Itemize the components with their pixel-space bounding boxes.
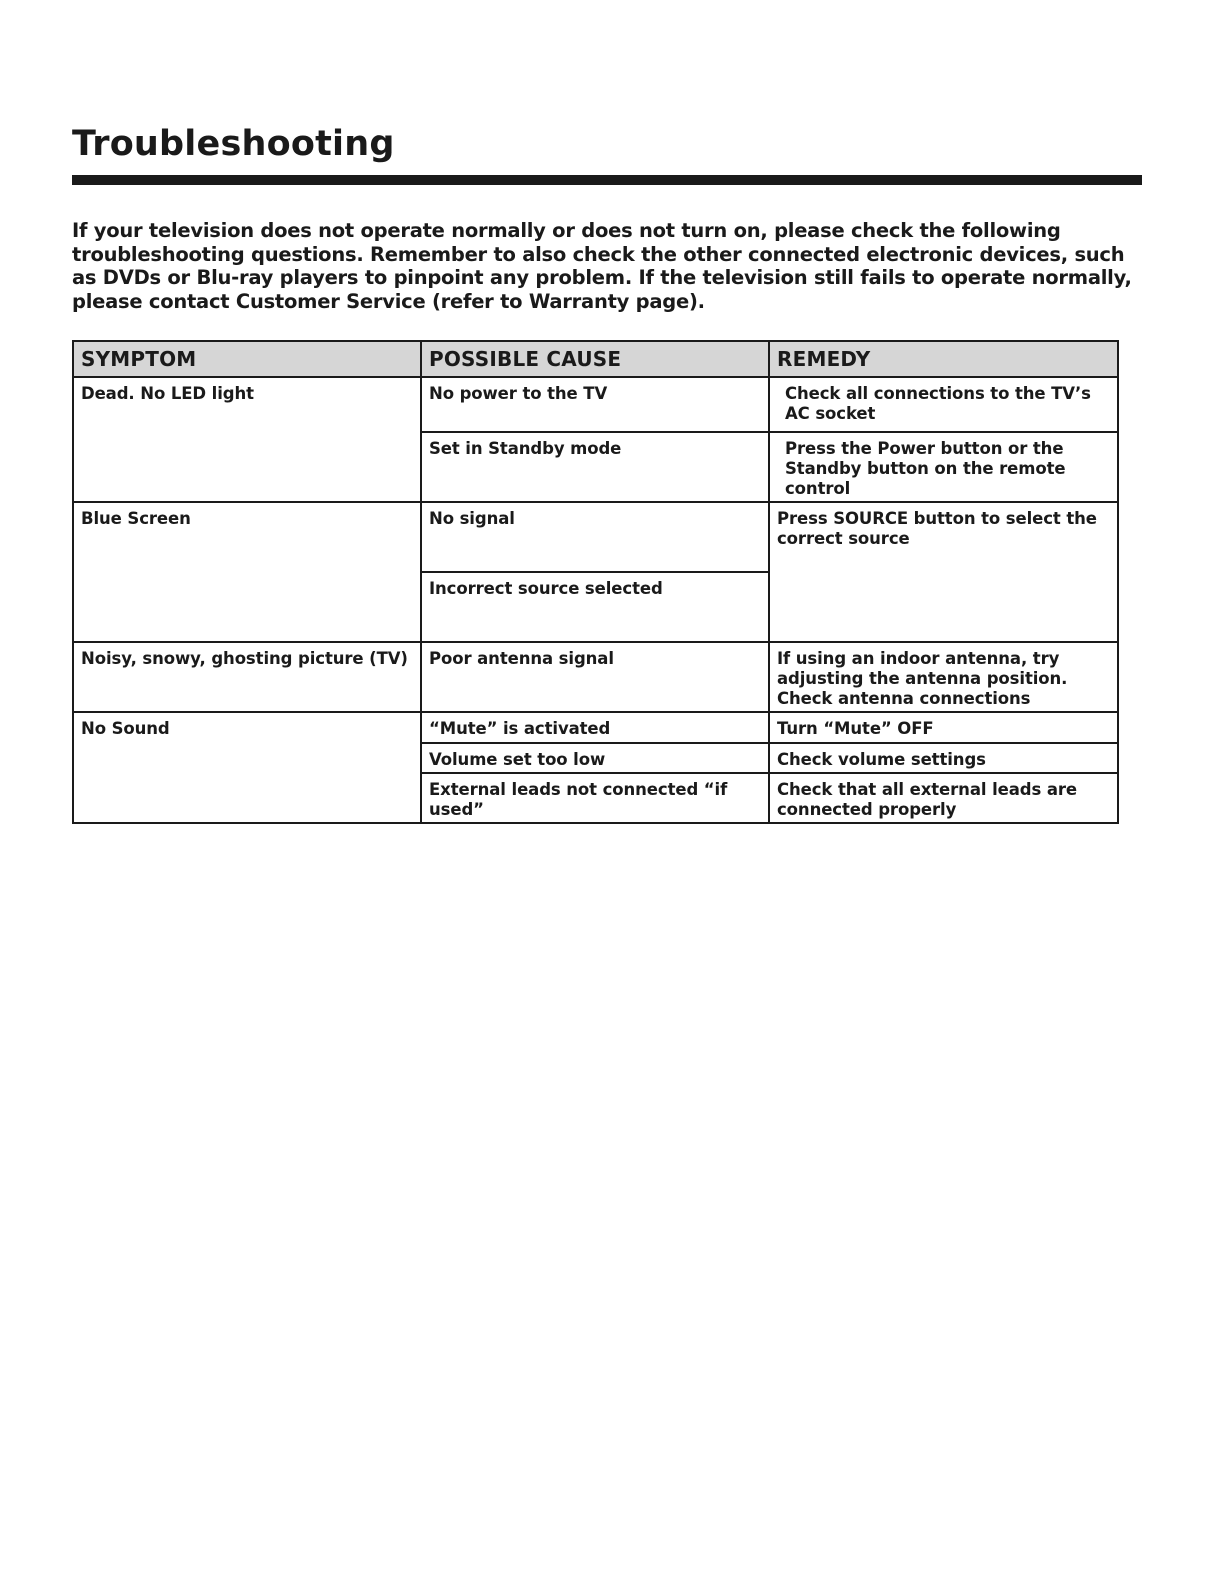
troubleshooting-table (72, 340, 1119, 824)
page-title: Troubleshooting (72, 124, 395, 164)
remedy-cell: Check that all external leads are connected properly (769, 773, 1118, 823)
remedy-cell: If using an indoor antenna, try adjusting the antenna position. Check antenna connections (769, 642, 1118, 712)
symptom-cell: Dead. No LED light (73, 377, 421, 502)
remedy-cell: Press SOURCE button to select the correct source (769, 502, 1118, 642)
cause-cell: “Mute” is activated (421, 712, 769, 743)
remedy-cell: Check volume settings (769, 743, 1118, 773)
remedy-cell: Turn “Mute” OFF (769, 712, 1118, 743)
cause-cell: External leads not connected “if used” (421, 773, 769, 823)
title-divider (72, 175, 1142, 185)
intro-paragraph: If your television does not operate normally or does not turn on, please check the following troubleshooting questions. Remember to also check the other connected electronic devices, such as DVDs or Blu-ray players to pinpoint any problem. If the television still fails to operate normally, please contact Customer Service (refer to Warranty page). (72, 219, 1132, 314)
symptom-cell: Blue Screen (73, 502, 421, 642)
table-row (73, 642, 1118, 712)
table-row (73, 712, 1118, 743)
cause-cell: No power to the TV (421, 377, 769, 432)
cause-cell: Poor antenna signal (421, 642, 769, 712)
table-header-row (73, 341, 1118, 377)
header-remedy: REMEDY (769, 341, 1118, 377)
table-row (73, 502, 1118, 572)
remedy-cell: Check all connections to the TV’s AC socket (769, 377, 1118, 432)
cause-cell: Incorrect source selected (421, 572, 769, 642)
cause-cell: Volume set too low (421, 743, 769, 773)
cause-cell: No signal (421, 502, 769, 572)
header-possible-cause: POSSIBLE CAUSE (421, 341, 769, 377)
cause-cell: Set in Standby mode (421, 432, 769, 502)
symptom-cell: No Sound (73, 712, 421, 823)
table-row (73, 377, 1118, 432)
remedy-cell: Press the Power button or the Standby button on the remote control (769, 432, 1118, 502)
symptom-cell: Noisy, snowy, ghosting picture (TV) (73, 642, 421, 712)
header-symptom: SYMPTOM (73, 341, 421, 377)
